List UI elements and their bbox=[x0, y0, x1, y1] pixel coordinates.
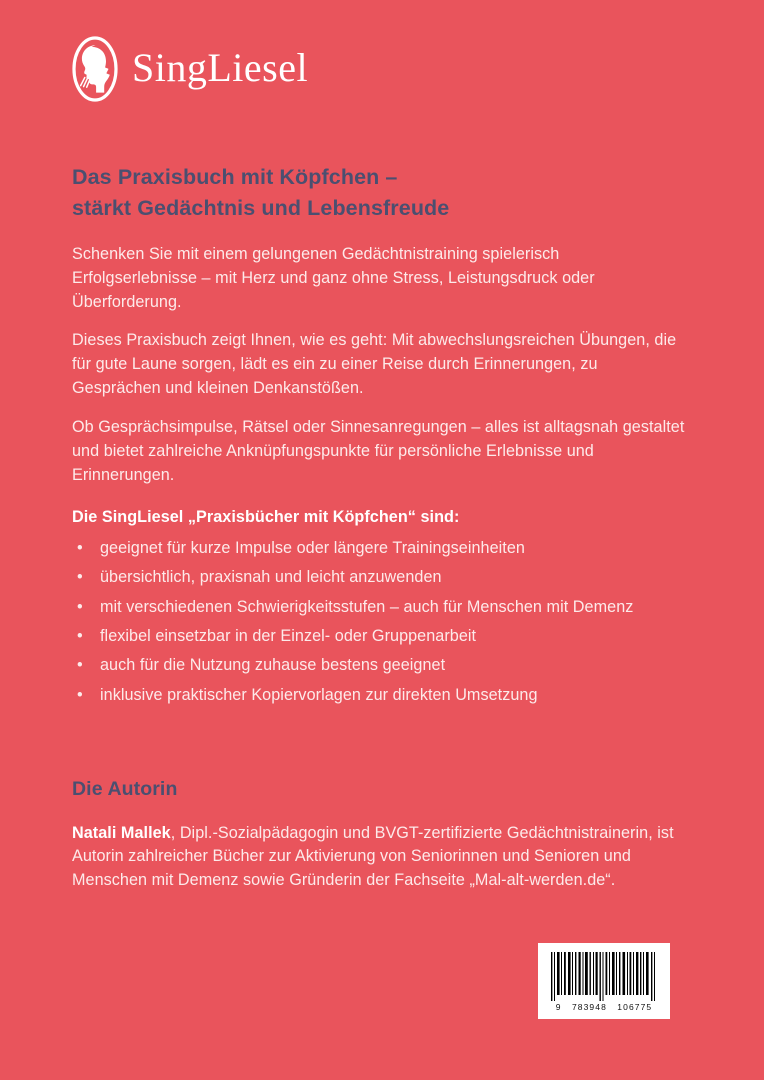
list-item-label: flexibel einsetzbar in der Einzel- oder Gruppenarbeit bbox=[100, 627, 477, 646]
bullet-icon: • bbox=[77, 539, 83, 558]
bullet-icon: • bbox=[77, 685, 83, 704]
list-item-label: inklusive praktischer Kopiervorlagen zur direkten Umsetzung bbox=[100, 685, 538, 704]
headline-line-2: stärkt Gedächtnis und Lebensfreude bbox=[72, 195, 450, 220]
page-title bbox=[72, 162, 688, 223]
singing-head-oval-icon bbox=[72, 36, 118, 102]
brand-wordmark: SingLiesel bbox=[132, 44, 309, 90]
list-item-label: auch für die Nutzung zuhause bestens geeignet bbox=[100, 656, 446, 675]
list-item bbox=[72, 625, 688, 649]
barcode-icon bbox=[538, 943, 670, 1019]
list-item-label: übersichtlich, praxisnah und leicht anzuwenden bbox=[100, 568, 442, 587]
brand-logo bbox=[72, 36, 308, 102]
cover-content bbox=[72, 162, 688, 893]
author-bio bbox=[72, 822, 688, 893]
list-item-label: geeignet für kurze Impulse oder längere Trainingseinheiten bbox=[100, 539, 525, 558]
list-item bbox=[72, 684, 688, 708]
headline-line-1: Das Praxisbuch mit Köpfchen – bbox=[72, 165, 398, 189]
bullet-icon: • bbox=[77, 597, 83, 616]
list-item bbox=[72, 537, 688, 561]
bullet-icon: • bbox=[77, 627, 83, 646]
author-section-title: Die Autorin bbox=[72, 777, 178, 800]
author-name: Natali Mallek bbox=[72, 823, 171, 842]
intro-paragraph-3: Ob Gesprächsimpulse, Rätsel oder Sinnesanregungen – alles ist alltagsnah gestaltet und bietet zahlreiche Anknüpfungspunkte für persönliche Erlebnisse und Erinnerungen. bbox=[72, 417, 685, 484]
intro-paragraph-2: Dieses Praxisbuch zeigt Ihnen, wie es geht: Mit abwechslungsreichen Übungen, die für gute Laune sorgen, lädt es ein zu einer Reise durch Erinnerungen, zu Gesprächen und kleinen Denkanstößen. bbox=[72, 331, 677, 398]
list-item-label: mit verschiedenen Schwierigkeitsstufen – auch für Menschen mit Demenz bbox=[100, 597, 634, 616]
features-lead-in: Die SingLiesel „Praxisbücher mit Köpfchen“ sind: bbox=[72, 508, 460, 527]
list-item bbox=[72, 596, 688, 620]
intro-paragraph-1: Schenken Sie mit einem gelungenen Gedächtnistraining spielerisch Erfolgserlebnisse – mit Herz und ganz ohne Stress, Leistungsdruck oder Überforderung. bbox=[72, 245, 595, 311]
author-bio-text: , Dipl.-Sozialpädagogin und BVGT-zertifizierte Gedächtnistrainerin, ist Autorin zahlreicher Bücher zur Aktivierung von Seniorinnen und Senioren und Menschen mit Demenz sowie Gründerin der Fachseite „Mal-alt-werden.de“. bbox=[72, 823, 674, 890]
list-item bbox=[72, 566, 688, 590]
barcode-bars bbox=[549, 952, 659, 1001]
features-list bbox=[72, 537, 688, 707]
list-item bbox=[72, 654, 688, 678]
bullet-icon: • bbox=[77, 568, 83, 587]
barcode-number: 9 783948 106775 bbox=[555, 1002, 653, 1012]
bullet-icon: • bbox=[77, 656, 83, 675]
